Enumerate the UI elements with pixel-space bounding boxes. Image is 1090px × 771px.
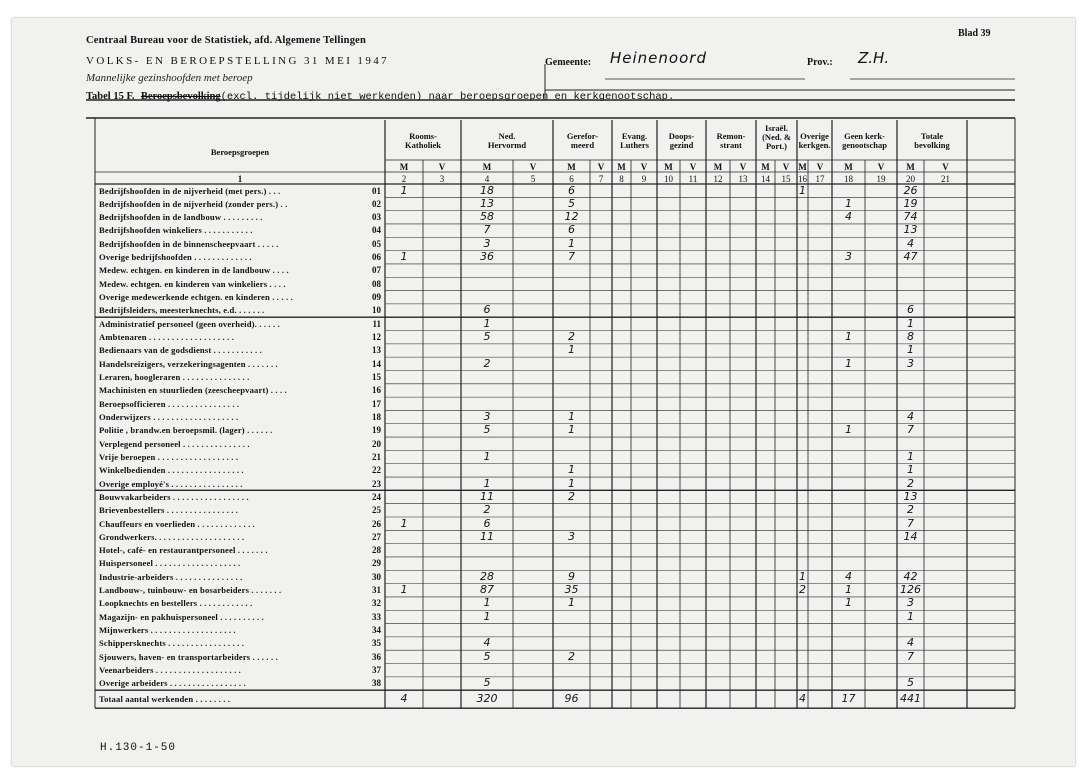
row-number: 30 xyxy=(372,571,381,582)
row-value: 5 xyxy=(483,649,491,663)
census-title: VOLKS- EN BEROEPSTELLING 31 MEI 1947 xyxy=(86,55,390,67)
row-value: 1 xyxy=(845,356,852,370)
row-value: 87 xyxy=(480,583,494,597)
table-title-rest: (excl. tijdelijk niet werkenden) naar beroepsgroepen en kerkgenootschap. xyxy=(220,91,675,103)
column-v: V xyxy=(529,162,537,172)
row-value: 1 xyxy=(845,596,852,610)
column-v: V xyxy=(816,162,824,172)
row-label: Vrije beroepen . . . . . . . . . . . . . . . . . . xyxy=(99,451,239,462)
row-label: Loopknechts en bestellers . . . . . . . . . . . . xyxy=(99,598,253,609)
row-value: 1 xyxy=(907,343,914,357)
row-value: 1 xyxy=(845,196,852,210)
row-label: Overige bedrijfshoofden . . . . . . . . . . . . . xyxy=(99,252,252,263)
column-number: 5 xyxy=(530,174,536,184)
row-value: 2 xyxy=(483,356,491,370)
column-v: V xyxy=(438,162,446,172)
row-value: 1 xyxy=(400,583,408,597)
column-m: M xyxy=(713,162,723,172)
row-label: Winkelbedienden . . . . . . . . . . . . . . . . . xyxy=(99,465,244,476)
bureau-header: Centraal Bureau voor de Statistiek, afd. Algemene Tellingen xyxy=(86,35,367,46)
column-v: V xyxy=(739,162,747,172)
column-number: 11 xyxy=(688,174,698,184)
row-value: 1 xyxy=(483,476,491,490)
row-value: 1 xyxy=(400,183,408,197)
row-number: 23 xyxy=(372,478,381,489)
column-m: M xyxy=(761,162,770,172)
column-v: V xyxy=(689,162,697,172)
row-value: 7 xyxy=(483,223,491,237)
row-value: 6 xyxy=(568,183,575,197)
row-value: 3 xyxy=(907,596,914,610)
column-header-group: Remon- strant xyxy=(716,131,746,150)
row-value: 5 xyxy=(483,676,491,690)
column-m: M xyxy=(482,162,492,172)
column-number: 3 xyxy=(439,174,445,184)
column-m: M xyxy=(798,162,807,172)
row-number: 02 xyxy=(372,198,381,209)
gemeente-value: Heinenoord xyxy=(610,49,707,67)
row-value: 1 xyxy=(907,449,914,463)
row-value: 26 xyxy=(903,183,918,197)
row-label: Magazijn- en pakhuispersoneel . . . . . . . . . . xyxy=(99,611,264,622)
row-label: Ambtenaren . . . . . . . . . . . . . . . . . . . xyxy=(99,332,234,343)
row-value: 6 xyxy=(907,303,914,317)
row-value: 3 xyxy=(845,250,852,264)
column-number: 17 xyxy=(815,174,825,184)
row-label: Bedrijfshoofden winkeliers . . . . . . . . . . . xyxy=(99,225,253,236)
row-label: Veenarbeiders . . . . . . . . . . . . . . . . . . . xyxy=(99,665,241,676)
row-number: 06 xyxy=(372,252,381,263)
column-v: V xyxy=(942,162,949,172)
row-value: 7 xyxy=(907,649,914,663)
row-value: 6 xyxy=(568,223,575,237)
row-value: 4 xyxy=(907,636,914,650)
row-value: 58 xyxy=(480,210,494,224)
column-number: 12 xyxy=(713,174,723,184)
row-value: 1 xyxy=(907,463,914,477)
row-number: 17 xyxy=(372,398,381,409)
row-value: 1 xyxy=(483,609,491,623)
column-header-group: Overige kerkgen. xyxy=(798,131,831,150)
row-label: Bedienaars van de godsdienst . . . . . . . . . . . xyxy=(99,345,262,356)
row-label: Politie , brandw.en beroepsmil. (lager) . . . . . . xyxy=(99,425,273,436)
row-value: 28 xyxy=(480,569,494,583)
row-value: 2 xyxy=(568,330,575,344)
row-value: 4 xyxy=(483,636,491,650)
row-label: Brievenbestellers . . . . . . . . . . . . . . . . xyxy=(99,505,239,516)
row-number: 19 xyxy=(372,425,381,436)
column-header-group: Evang. Luthers xyxy=(620,131,649,150)
row-label: Sjouwers, haven- en transportarbeiders . . . . . . xyxy=(99,651,278,662)
row-value: 6 xyxy=(483,303,491,317)
row-number: 05 xyxy=(372,238,381,249)
row-number: 29 xyxy=(372,558,381,569)
row-number: 04 xyxy=(372,225,381,236)
row-value: 2 xyxy=(907,503,914,517)
row-label: Hotel-, café- en restaurantpersoneel . . . . . . . xyxy=(99,545,268,556)
row-number: 35 xyxy=(372,638,381,649)
row-value: 13 xyxy=(903,489,918,503)
row-number: 12 xyxy=(372,332,381,343)
column-number: 15 xyxy=(781,174,791,184)
column-m: M xyxy=(567,162,576,172)
column-number: 20 xyxy=(906,174,915,184)
column-number: 21 xyxy=(941,174,950,184)
row-value: 47 xyxy=(903,250,918,264)
row-value: 1 xyxy=(799,569,806,583)
row-value: 9 xyxy=(568,569,575,583)
row-label: Bedrijfshoofden in de nijverheid (met pers.) . . . xyxy=(99,185,281,196)
row-value: 13 xyxy=(480,196,494,210)
row-value: 1 xyxy=(568,476,575,490)
row-number: 11 xyxy=(372,318,381,329)
row-number: 22 xyxy=(372,465,381,476)
table-title: Tabel 15 F. Beroepsbevolking(excl. tijdelijk niet werkenden) naar beroepsgroepen en kerkgenootschap. xyxy=(86,91,675,103)
row-value: 2 xyxy=(483,503,491,517)
column-number: 9 xyxy=(641,174,647,184)
column-header-group: Gerefor- meerd xyxy=(566,131,599,150)
province-label: Prov.: xyxy=(807,57,833,68)
row-value: 11 xyxy=(480,489,494,503)
column-m: M xyxy=(617,162,626,172)
column-m: M xyxy=(399,162,409,172)
column-m: M xyxy=(844,162,853,172)
column-header-group: Doops- gezind xyxy=(668,131,695,150)
row-value: 7 xyxy=(907,423,914,437)
row-value: 3 xyxy=(483,409,491,423)
row-value: 1 xyxy=(483,596,491,610)
row-number: 28 xyxy=(372,545,381,556)
row-number: 36 xyxy=(372,651,381,662)
row-value: 11 xyxy=(480,529,494,543)
row-value: 4 xyxy=(845,569,852,583)
column-v: V xyxy=(640,162,648,172)
totals-label: Totaal aantal werkenden . . . . . . . . xyxy=(99,694,231,705)
row-value: 36 xyxy=(480,250,494,264)
row-label: Onderwijzers . . . . . . . . . . . . . . . . . . . xyxy=(99,411,239,422)
column-number: 13 xyxy=(738,174,748,184)
row-value: 5 xyxy=(907,676,914,690)
row-value: 18 xyxy=(480,183,494,197)
row-value: 3 xyxy=(483,236,491,250)
row-label: Medew. echtgen. en kinderen van winkeliers . . . . xyxy=(99,278,286,289)
row-value: 1 xyxy=(845,330,852,344)
column-header-group: Totale bevolking xyxy=(914,131,950,150)
gemeente-label: Gemeente: xyxy=(545,57,592,68)
row-number: 21 xyxy=(372,451,381,462)
row-label: Grondwerkers. . . . . . . . . . . . . . . . . . . . xyxy=(99,531,245,542)
row-number: 34 xyxy=(372,625,381,636)
column-number: 6 xyxy=(569,174,574,184)
row-value: 1 xyxy=(907,316,914,330)
row-label: Chauffeurs en voerlieden . . . . . . . . . . . . . xyxy=(99,518,255,529)
row-value: 1 xyxy=(568,343,575,357)
totals-value: 4 xyxy=(400,692,408,706)
row-number: 25 xyxy=(372,505,381,516)
row-value: 1 xyxy=(568,409,575,423)
row-number: 32 xyxy=(372,598,381,609)
row-value: 2 xyxy=(568,489,575,503)
row-number: 15 xyxy=(372,371,381,382)
sheet-number: Blad 39 xyxy=(958,28,991,39)
column-header-group: Rooms- Katholiek xyxy=(405,131,441,150)
row-value: 7 xyxy=(568,250,575,264)
row-value: 1 xyxy=(483,449,491,463)
row-value: 1 xyxy=(907,609,914,623)
row-value: 1 xyxy=(568,423,575,437)
province-value: Z.H. xyxy=(858,49,890,67)
row-value: 1 xyxy=(799,183,806,197)
column-number: 18 xyxy=(844,174,853,184)
row-label: Industrie-arbeiders . . . . . . . . . . . . . . . xyxy=(99,571,243,582)
row-value: 7 xyxy=(907,516,914,530)
row-value: 4 xyxy=(907,409,914,423)
row-value: 12 xyxy=(564,210,579,224)
row-label: Beroepsofficieren . . . . . . . . . . . . . . . . xyxy=(99,398,240,409)
column-header-group: Israël. (Ned. & Port.) xyxy=(762,123,791,151)
row-value: 42 xyxy=(903,569,918,583)
column-header-group: Ned. Hervormd xyxy=(487,131,527,150)
column-number: 10 xyxy=(664,174,673,184)
row-number: 24 xyxy=(372,491,381,502)
row-value: 1 xyxy=(568,596,575,610)
row-label: Schippersknechts . . . . . . . . . . . . . . . . . xyxy=(99,638,245,649)
row-value: 13 xyxy=(903,223,918,237)
row-number: 33 xyxy=(372,611,381,622)
row-value: 4 xyxy=(907,236,914,250)
column-v: V xyxy=(877,162,885,172)
row-value: 2 xyxy=(568,649,575,663)
row-number: 20 xyxy=(372,438,381,449)
row-value: 5 xyxy=(483,330,491,344)
column-m: M xyxy=(906,162,915,172)
row-value: 2 xyxy=(799,583,806,597)
row-number: 27 xyxy=(372,531,381,542)
row-label: Bedrijfshoofden in de landbouw . . . . . . . . . xyxy=(99,212,263,223)
row-number: 37 xyxy=(372,665,381,676)
row-label: Handelsreizigers, verzekeringsagenten . . . . . . . xyxy=(99,358,278,369)
totals-value: 96 xyxy=(564,692,579,706)
row-number: 08 xyxy=(372,278,381,289)
form-code: H.130-1-50 xyxy=(100,742,177,754)
row-value: 19 xyxy=(903,196,918,210)
row-value: 1 xyxy=(845,583,852,597)
column-number: 7 xyxy=(598,174,604,184)
row-value: 8 xyxy=(907,330,914,344)
row-label: Overige arbeiders . . . . . . . . . . . . . . . . . xyxy=(99,678,246,689)
row-label: Machinisten en stuurlieden (zeescheepvaart) . . . . xyxy=(99,385,287,396)
row-number: 38 xyxy=(372,678,381,689)
column-number: 1 xyxy=(237,174,243,184)
row-number: 31 xyxy=(372,585,381,596)
row-value: 2 xyxy=(907,476,914,490)
row-number: 18 xyxy=(372,411,381,422)
row-number: 14 xyxy=(372,358,381,369)
row-number: 03 xyxy=(372,212,381,223)
row-value: 1 xyxy=(568,463,575,477)
row-label: Landbouw-, tuinbouw- en bosarbeiders . . . . . . . xyxy=(99,585,282,596)
column-number: 4 xyxy=(484,174,490,184)
row-value: 126 xyxy=(900,583,921,597)
totals-value: 17 xyxy=(841,692,856,706)
row-number: 26 xyxy=(372,518,381,529)
row-number: 13 xyxy=(372,345,381,356)
struck-word: Beroepsbevolking xyxy=(140,91,221,102)
row-label: Bedrijfsleiders, meesterknechts, e.d. . . . . . . xyxy=(99,305,265,316)
row-value: 1 xyxy=(483,316,491,330)
row-value: 74 xyxy=(903,210,918,224)
row-label: Overige employé's . . . . . . . . . . . . . . . . xyxy=(99,478,243,489)
column-number: 8 xyxy=(619,174,624,184)
column-v: V xyxy=(597,162,605,172)
row-value: 14 xyxy=(903,529,918,543)
row-label: Administratief personeel (geen overheid). . . . . . xyxy=(99,318,280,329)
row-value: 5 xyxy=(483,423,491,437)
row-label: Mijnwerkers . . . . . . . . . . . . . . . . . . . xyxy=(99,625,236,636)
row-value: 35 xyxy=(564,583,579,597)
row-value: 3 xyxy=(907,356,914,370)
row-value: 5 xyxy=(568,196,575,210)
row-value: 1 xyxy=(845,423,852,437)
row-number: 07 xyxy=(372,265,381,276)
row-number: 10 xyxy=(372,305,381,316)
row-value: 4 xyxy=(845,210,852,224)
row-label: Overige medewerkende echtgen. en kinderen . . . . . xyxy=(99,292,293,303)
totals-value: 441 xyxy=(900,692,921,706)
row-number: 01 xyxy=(372,185,381,196)
column-number: 2 xyxy=(401,174,407,184)
row-value: 1 xyxy=(568,236,575,250)
column-number: 16 xyxy=(798,174,807,184)
column-number: 14 xyxy=(761,174,770,184)
row-label: Bedrijfshoofden in de binnenscheepvaart . . . . . xyxy=(99,238,279,249)
column-header-beroepsgroepen: Beroepsgroepen xyxy=(210,147,270,157)
row-label: Bedrijfshoofden in de nijverheid (zonder pers.) . . xyxy=(99,198,288,209)
row-value: 3 xyxy=(568,529,575,543)
totals-value: 4 xyxy=(799,692,806,706)
row-label: Bouwvakarbeiders . . . . . . . . . . . . . . . . . xyxy=(99,491,249,502)
row-number: 16 xyxy=(372,385,381,396)
column-number: 19 xyxy=(876,174,886,184)
column-header-group: Geen kerk- genootschap xyxy=(842,131,887,150)
row-value: 1 xyxy=(400,516,408,530)
totals-value: 320 xyxy=(476,692,498,706)
subtitle-handwritten: Mannelijke gezinshoofden met beroep xyxy=(86,72,253,84)
row-label: Huispersoneel . . . . . . . . . . . . . . . . . . . xyxy=(99,558,241,569)
column-m: M xyxy=(664,162,673,172)
column-v: V xyxy=(782,162,790,172)
row-label: Medew. echtgen. en kinderen in de landbouw . . . . xyxy=(99,265,289,276)
row-value: 1 xyxy=(400,250,408,264)
row-value: 6 xyxy=(483,516,491,530)
row-number: 09 xyxy=(372,292,381,303)
row-label: Leraren, hoogleraren . . . . . . . . . . . . . . . xyxy=(99,371,250,382)
row-label: Verplegend personeel . . . . . . . . . . . . . . . xyxy=(99,438,250,449)
